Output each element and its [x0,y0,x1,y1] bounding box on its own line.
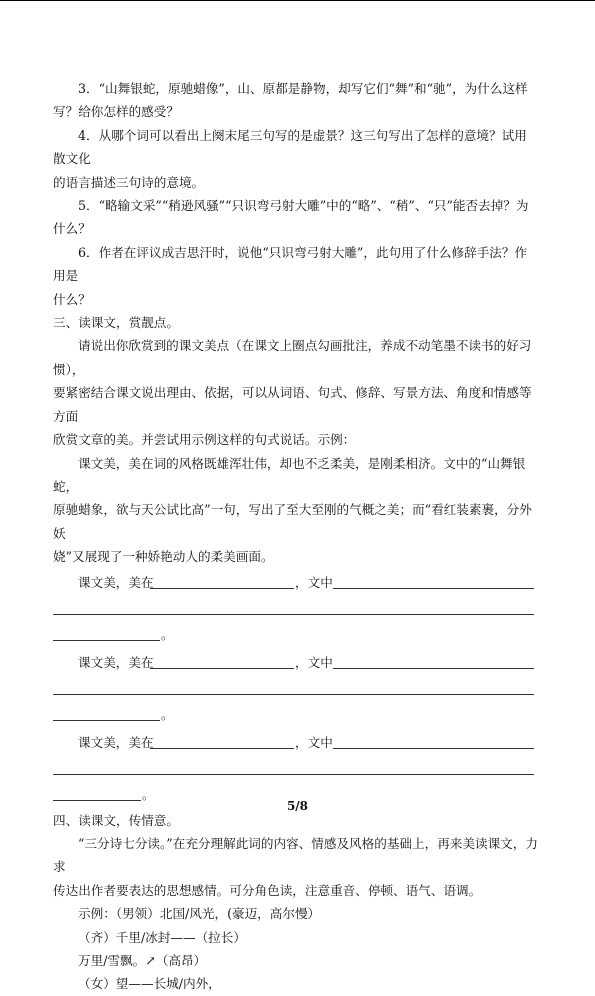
fill-in-row [53,649,538,675]
top-rule [0,0,595,1]
fill-end-mark: 。 [161,626,174,642]
document-body [53,77,538,996]
fill-in-row [53,701,538,727]
section-4-instruction-line-1: “三分诗七分读。”在充分理解此词的内容、情感及风格的基础上，再来美读课文，力求 [53,835,538,875]
fill-end-mark: 。 [142,786,155,802]
answer-blank[interactable] [333,668,534,669]
answer-blank[interactable] [53,694,534,695]
fill-in-row [53,729,538,755]
section-3-instruction-line-2: 要紧密结合课文说出理由、依据，可以从词语、句式、修辞、写景方法、角度和情感等方面 [53,385,532,424]
answer-blank[interactable] [53,614,534,615]
question-4-line-2: 的语言描述三句诗的意境。 [53,174,205,190]
answer-blank[interactable] [150,668,294,669]
reading-example-line-4: （女）望——长城/内外， [78,976,221,992]
page-number: 5/8 [286,799,309,813]
section-3-instruction-line-1: 请说出你欣赏到的课文美点（在课文上圈点勾画批注，养成不动笔墨不读书的好习惯）， [53,338,532,377]
answer-blank[interactable] [53,774,534,775]
fill-in-row [53,755,538,781]
fill-in-row [53,675,538,701]
section-3-title: 三、读课文，赏靓点。 [53,315,179,331]
fill-in-block-1 [53,569,538,647]
reading-example-line-2: （齐）千里/冰封——（拉长） [78,929,246,945]
fill-end-mark: 。 [161,706,174,722]
question-3-line-2: 写？给你怎样的感受？ [53,104,179,120]
fill-prefix-label: 课文美，美在 [78,574,154,590]
fill-in-block-2 [53,649,538,727]
question-3-line-1: 3．“山舞银蛇，原驰蜡像”，山、原都是静物，却写它们“舞”和“驰”，为什么这样 [78,81,528,96]
fill-in-block-3 [53,729,538,807]
reading-example-line-3: 万里/雪飘。↗（高昂） [78,952,207,968]
question-5-line-2: 什么？ [53,221,91,237]
fill-mid-label: ，文中 [295,654,333,670]
answer-blank[interactable] [333,588,534,589]
fill-in-row [53,621,538,647]
section-4-instruction-line-2: 传达出作者要表达的思想感情。可分角色读，注意重音、停顿、语气、语调。 [53,882,482,898]
fill-mid-label: ，文中 [295,734,333,750]
section-3-instruction-line-3: 欣赏文章的美。并尝试用示例这样的句式说话。示例： [53,432,356,448]
example-line-3: 娆”又展现了一种娇艳动人的柔美画面。 [53,549,274,565]
fill-prefix-label: 课文美，美在 [78,734,154,750]
answer-blank[interactable] [53,640,160,641]
answer-blank[interactable] [150,588,294,589]
answer-blank[interactable] [333,748,534,749]
fill-in-row [53,595,538,621]
question-4-line-1: 4．从哪个词可以看出上阕末尾三句写的是虚景？这三句写出了怎样的意境？试用散文化 [53,127,527,167]
section-4-title: 四、读课文，传情意。 [53,812,179,828]
question-6-line-2: 什么？ [53,291,91,307]
answer-blank[interactable] [150,748,294,749]
fill-mid-label: ，文中 [295,574,333,590]
example-line-2: 原驰蜡象，欲与天公试比高”一句，写出了至大至刚的气概之美；而“看红装素裹，分外妖 [53,502,532,541]
reading-example-line-1: 示例：（男领）北国/风光，(豪迈，高尔慢） [78,906,321,922]
question-5-line-1: 5．“略输文采”“稍逊风骚”“只识弯弓射大雕”中的“略”、“稍”、“只”能否去掉？为 [78,198,529,214]
example-line-1: 课文美，美在词的风格既雄浑壮伟，却也不乏柔美，是刚柔相济。文中的“山舞银蛇， [53,455,526,494]
fill-in-row [53,569,538,595]
fill-prefix-label: 课文美，美在 [78,654,154,670]
answer-blank[interactable] [53,720,160,721]
question-6-line-1: 6．作者在评议成吉思汗时，说他“只识弯弓射大雕”，此句用了什么修辞手法？作用是 [53,244,528,284]
